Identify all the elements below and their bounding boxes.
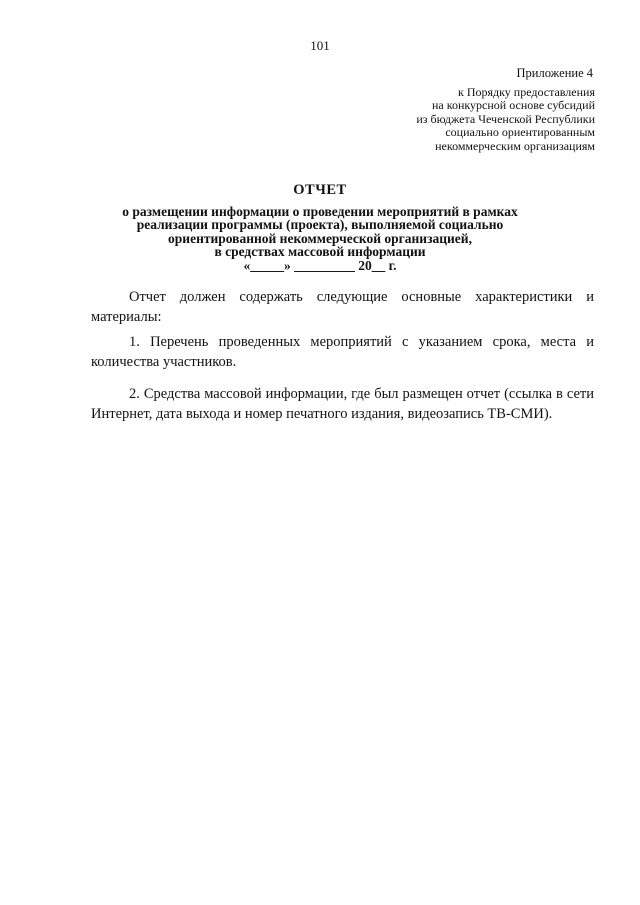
body-intro: Отчет должен содержать следующие основные характеристики и материалы: bbox=[91, 289, 594, 325]
report-subtitle-line: ориентированной некоммерческой организацией, bbox=[168, 230, 472, 246]
appendix-title: Приложение 4 bbox=[516, 66, 593, 80]
report-subtitle-line: реализации программы (проекта), выполняемой социально bbox=[136, 217, 504, 233]
report-subtitle bbox=[0, 205, 640, 272]
appendix-line: некоммерческим организациям bbox=[435, 138, 595, 153]
report-date-line: «_____» _________ 20__ г. bbox=[243, 257, 397, 273]
appendix-line: к Порядку предоставления bbox=[457, 85, 595, 99]
body-item: 1. Перечень проведенных мероприятий с указанием срока, места и количества участников. bbox=[91, 334, 594, 370]
report-title: ОТЧЕТ bbox=[293, 182, 347, 198]
appendix-block bbox=[416, 86, 595, 153]
report-body bbox=[91, 287, 594, 436]
appendix-line: социально ориентированным bbox=[445, 125, 595, 140]
appendix-line: на конкурсной основе субсидий bbox=[431, 98, 595, 113]
appendix-line: из бюджета Чеченской Республики bbox=[416, 111, 595, 126]
body-item: 2. Средства массовой информации, где был размещен отчет (ссылка в сети Интернет, дата выхода и номер печатного издания, видеозапись ТВ-СМИ). bbox=[91, 386, 594, 422]
report-subtitle-line: о размещении информации о проведении мероприятий в рамках bbox=[122, 204, 518, 219]
page-number: 101 bbox=[310, 38, 330, 53]
report-subtitle-line: в средствах массовой информации bbox=[214, 244, 426, 260]
